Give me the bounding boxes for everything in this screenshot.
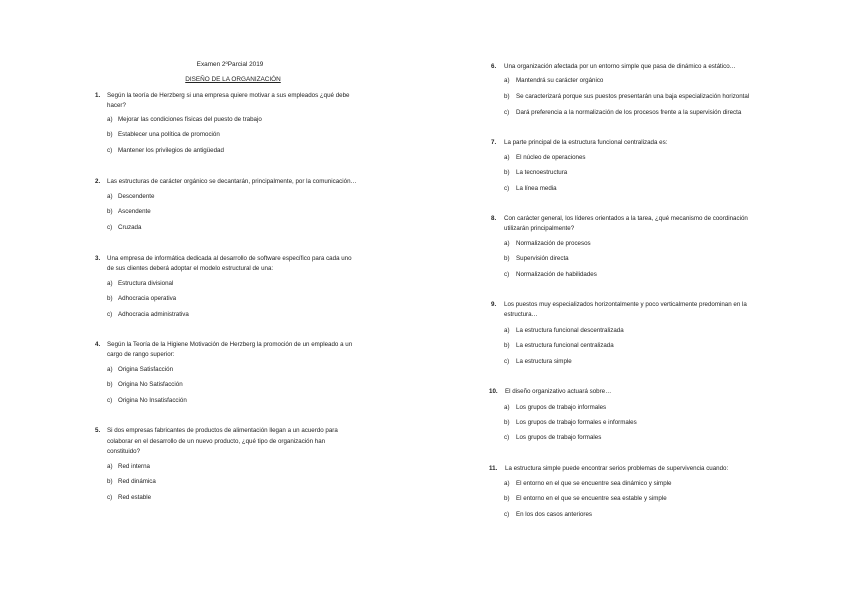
option-text: Supervisión directa xyxy=(516,255,569,262)
option-text: Ascendente xyxy=(118,208,151,215)
option-letter: b) xyxy=(504,342,510,349)
option-text: Establecer una política de promoción xyxy=(118,131,220,138)
option-letter: c) xyxy=(107,147,113,154)
option-text: Cruzada xyxy=(118,224,142,231)
question-number: 9. xyxy=(491,301,497,308)
question-text: estructura… xyxy=(504,311,538,318)
question-number: 1. xyxy=(95,92,101,99)
question-text: cargo de rango superior: xyxy=(107,351,175,358)
option-letter: b) xyxy=(504,419,510,426)
option-text: El entorno en el que se encuentre sea estable y simple xyxy=(516,495,667,502)
option-letter: a) xyxy=(504,240,510,247)
option-text: Dará preferencia a la normalización de los procesos frente a la supervisión directa xyxy=(516,109,742,116)
option-letter: a) xyxy=(504,327,510,334)
question-number: 4. xyxy=(95,341,101,348)
question-number: 10. xyxy=(489,388,498,395)
option-text: Adhocracia operativa xyxy=(118,295,177,302)
option-text: Estructura divisional xyxy=(118,280,174,287)
question-number: 2. xyxy=(95,178,101,185)
option-text: El núcleo de operaciones xyxy=(516,154,586,161)
option-letter: b) xyxy=(107,131,113,138)
question-text: Si dos empresas fabricantes de productos de alimentación llegan a un acuerdo para xyxy=(107,427,338,434)
option-letter: b) xyxy=(504,169,510,176)
option-letter: c) xyxy=(504,271,510,278)
option-text: La tecnoestructura xyxy=(516,169,568,176)
question-text: El diseño organizativo actuará sobre… xyxy=(505,388,612,395)
question-text: Las estructuras de carácter orgánico se decantarán, principalmente, por la comunicación… xyxy=(107,178,357,185)
option-letter: c) xyxy=(107,224,113,231)
option-text: Mejorar las condiciones físicas del puesto de trabajo xyxy=(118,116,262,123)
option-text: La estructura funcional descentralizada xyxy=(516,327,624,334)
question-text: Según la Teoría de la Higiene Motivación de Herzberg la promoción de un empleado a un xyxy=(107,341,353,348)
option-text: La estructura simple xyxy=(516,358,572,365)
option-letter: a) xyxy=(107,463,113,470)
option-letter: b) xyxy=(107,478,113,485)
question-text: Una organización afectada por un entorno simple que pasa de dinámico a estático… xyxy=(504,63,736,70)
question-text: colaborar en el desarrollo de un nuevo producto, ¿qué tipo de organización han xyxy=(107,438,326,445)
option-letter: c) xyxy=(107,397,113,404)
question-text: constituido? xyxy=(107,448,141,455)
option-text: Se caracterizará porque sus puestos presentarán una baja especialización horizontal xyxy=(516,93,750,100)
question-number: 5. xyxy=(95,427,101,434)
option-letter: c) xyxy=(504,358,510,365)
option-letter: c) xyxy=(504,434,510,441)
option-text: Los grupos de trabajo formales xyxy=(516,434,602,441)
option-letter: b) xyxy=(107,295,113,302)
question-number: 3. xyxy=(95,255,101,262)
option-text: En los dos casos anteriores xyxy=(516,511,593,518)
option-text: Red interna xyxy=(118,463,150,470)
question-text: Con carácter general, los líderes orientados a la tarea, ¿qué mecanismo de coordinación xyxy=(504,215,748,222)
option-letter: a) xyxy=(504,154,510,161)
question-text: Según la teoría de Herzberg si una empresa quiere motivar a sus empleados ¿qué debe xyxy=(107,92,350,99)
option-letter: b) xyxy=(107,208,113,215)
option-letter: b) xyxy=(504,255,510,262)
option-letter: b) xyxy=(107,381,113,388)
option-text: La estructura funcional centralizada xyxy=(516,342,614,349)
option-letter: a) xyxy=(107,366,113,373)
option-letter: c) xyxy=(107,311,113,318)
option-letter: c) xyxy=(504,511,510,518)
question-text: Una empresa de informática dedicada al desarrollo de software específico para cada uno xyxy=(107,255,352,262)
option-text: Origina No Satisfacción xyxy=(118,381,183,388)
option-text: Descendente xyxy=(118,193,155,200)
question-text: La parte principal de la estructura funcional centralizada es: xyxy=(504,139,668,146)
option-letter: a) xyxy=(504,77,510,84)
exam-subtitle: DISEÑO DE LA ORGANIZACIÓN xyxy=(185,76,281,83)
option-letter: c) xyxy=(504,109,510,116)
option-letter: a) xyxy=(504,404,510,411)
option-text: Adhocracia administrativa xyxy=(118,311,189,318)
question-text: hacer? xyxy=(107,102,126,109)
option-letter: c) xyxy=(107,494,113,501)
option-text: Red estable xyxy=(118,494,152,501)
question-text: La estructura simple puede encontrar serios problemas de supervivencia cuando: xyxy=(505,465,729,472)
option-text: Normalización de procesos xyxy=(516,240,591,247)
option-letter: a) xyxy=(107,280,113,287)
option-letter: b) xyxy=(504,93,510,100)
option-text: Normalización de habilidades xyxy=(516,271,597,278)
question-number: 6. xyxy=(491,63,497,70)
question-text: de sus clientes deberá adoptar el modelo estructural de una: xyxy=(107,265,274,272)
question-number: 8. xyxy=(491,215,497,222)
option-text: Los grupos de trabajo formales e informales xyxy=(516,419,637,426)
option-letter: c) xyxy=(504,185,510,192)
option-text: El entorno en el que se encuentre sea dinámico y simple xyxy=(516,480,672,487)
option-letter: a) xyxy=(504,480,510,487)
question-text: utilizarán principalmente? xyxy=(504,225,575,232)
option-text: Mantendrá su carácter orgánico xyxy=(516,77,604,84)
option-letter: b) xyxy=(504,495,510,502)
option-text: Origina Satisfacción xyxy=(118,366,174,373)
option-text: Origina No Insatisfacción xyxy=(118,397,187,404)
exam-title: Examen 2ºParcial 2019 xyxy=(196,61,264,68)
question-number: 7. xyxy=(491,139,497,146)
question-text: Los puestos muy especializados horizontalmente y poco verticalmente predominan en la xyxy=(504,301,747,308)
option-text: Mantener los privilegios de antigüedad xyxy=(118,147,224,154)
option-letter: a) xyxy=(107,193,113,200)
option-text: Los grupos de trabajo informales xyxy=(516,404,607,411)
question-number: 11. xyxy=(489,465,498,472)
option-letter: a) xyxy=(107,116,113,123)
option-text: Red dinámica xyxy=(118,478,156,485)
option-text: La línea media xyxy=(516,185,557,192)
